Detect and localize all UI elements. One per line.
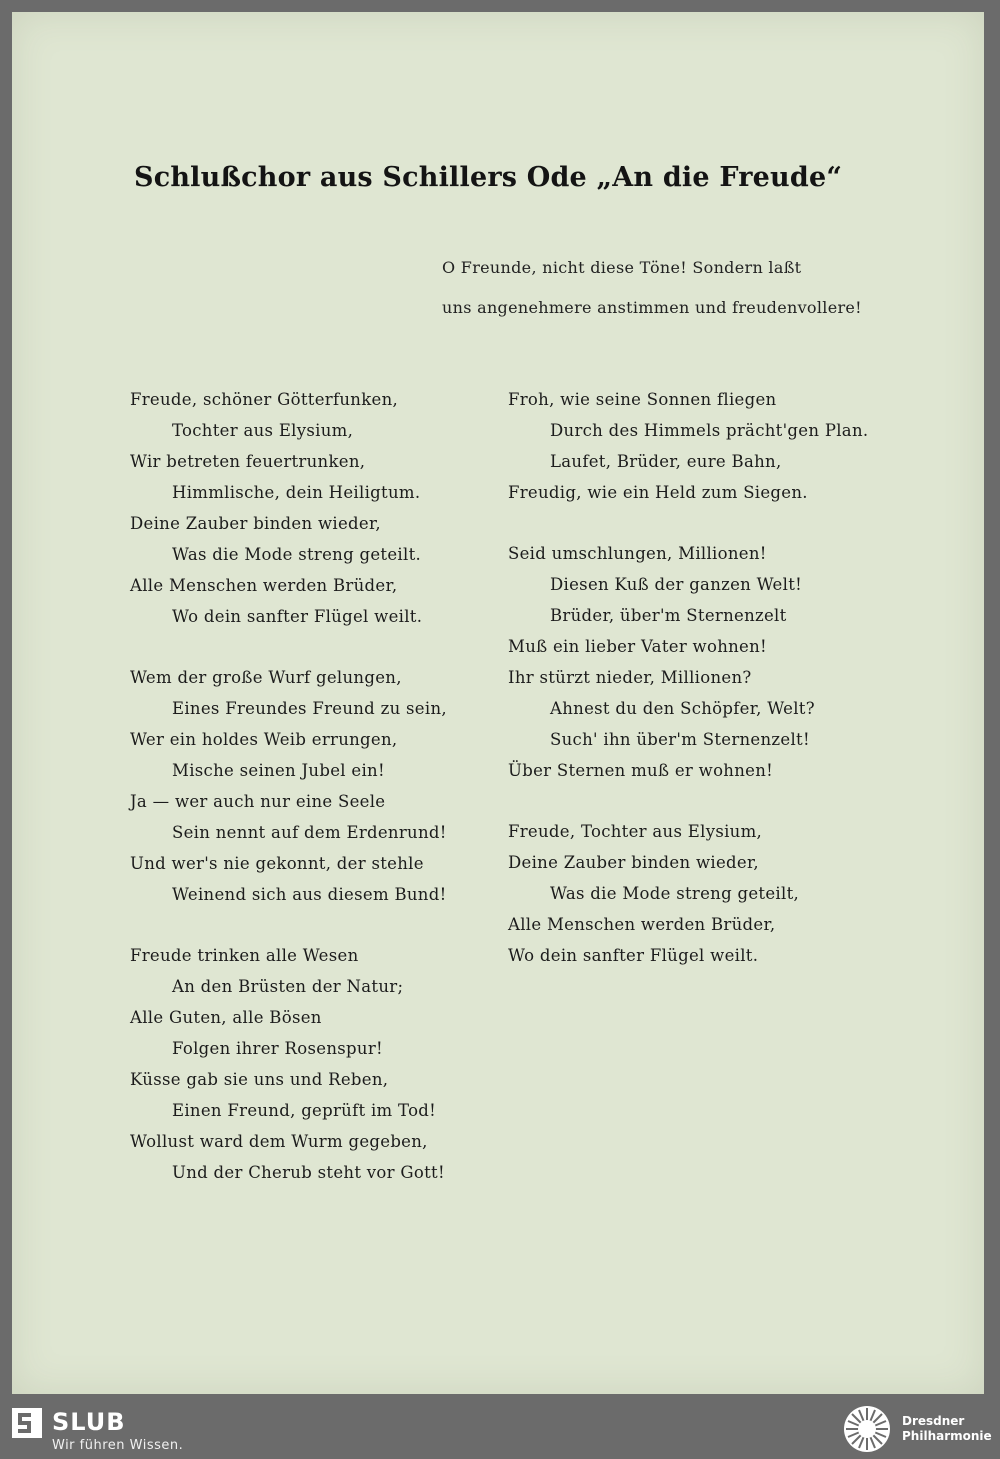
poem-line: Und der Cherub steht vor Gott!: [172, 1163, 445, 1182]
poem-line: Such' ihn über'm Sternenzelt!: [550, 730, 810, 749]
poem-line: Seid umschlungen, Millionen!: [508, 544, 767, 563]
right-column: [508, 384, 908, 1001]
poem-line: Sein nennt auf dem Erdenrund!: [172, 823, 447, 842]
poem-line: Wir betreten feuertrunken,: [130, 452, 366, 471]
poem-line: Freude, schöner Götterfunken,: [130, 390, 399, 409]
poem-line: Froh, wie seine Sonnen fliegen: [508, 390, 777, 409]
poem-stanza: [130, 940, 490, 1188]
poem-line: Alle Guten, alle Bösen: [130, 1008, 322, 1027]
poem-line: Über Sternen muß er wohnen!: [508, 761, 774, 780]
poem-line: Eines Freundes Freund zu sein,: [172, 699, 447, 718]
poem-line: Tochter aus Elysium,: [172, 421, 354, 440]
poem-line: Deine Zauber binden wieder,: [130, 514, 381, 533]
poem-line: Was die Mode streng geteilt.: [172, 545, 422, 564]
poem-line: Wollust ward dem Wurm gegeben,: [130, 1132, 428, 1151]
partner-name-line: Dresdner: [902, 1414, 965, 1428]
poem-line: Ja — wer auch nur eine Seele: [130, 792, 386, 811]
poem-line: Muß ein lieber Vater wohnen!: [508, 637, 767, 656]
poem-line: Alle Menschen werden Brüder,: [508, 915, 776, 934]
poem-line: Wem der große Wurf gelungen,: [130, 668, 402, 687]
poem-line: Freude, Tochter aus Elysium,: [508, 822, 763, 841]
poem-stanza: [508, 816, 908, 971]
intro-quote: [442, 248, 962, 328]
slub-name: SLUB: [52, 1408, 126, 1436]
poem-stanza: [130, 662, 490, 910]
partner-name: [902, 1414, 992, 1444]
page-title: Schlußchor aus Schillers Ode „An die Freude“: [134, 162, 843, 193]
footer-bar: [0, 1394, 1000, 1459]
partner-name-line: Philharmonie: [902, 1429, 992, 1443]
poem-stanza: [130, 384, 490, 632]
poem-line: Brüder, über'm Sternenzelt: [550, 606, 787, 625]
slub-tagline: Wir führen Wissen.: [52, 1438, 184, 1453]
poem-stanza: [508, 384, 908, 508]
poem-line: Diesen Kuß der ganzen Welt!: [550, 575, 803, 594]
poem-line: Deine Zauber binden wieder,: [508, 853, 759, 872]
poem-line: Was die Mode streng geteilt,: [550, 884, 800, 903]
poem-line: Einen Freund, geprüft im Tod!: [172, 1101, 437, 1120]
poem-line: An den Brüsten der Natur;: [172, 977, 404, 996]
poem-line: Mische seinen Jubel ein!: [172, 761, 385, 780]
slub-logo-icon: [12, 1408, 42, 1438]
poem-line: Ihr stürzt nieder, Millionen?: [508, 668, 752, 687]
poem-line: Alle Menschen werden Brüder,: [130, 576, 398, 595]
intro-line: O Freunde, nicht diese Töne! Sondern laßt: [442, 258, 802, 277]
poem-line: Freudig, wie ein Held zum Siegen.: [508, 483, 808, 502]
poem-line: Freude trinken alle Wesen: [130, 946, 359, 965]
poem-line: Laufet, Brüder, eure Bahn,: [550, 452, 782, 471]
poem-line: Folgen ihrer Rosenspur!: [172, 1039, 383, 1058]
document-page: [12, 12, 984, 1394]
poem-line: Wo dein sanfter Flügel weilt.: [508, 946, 759, 965]
poem-stanza: [508, 538, 908, 786]
poem-line: Durch des Himmels prächt'gen Plan.: [550, 421, 869, 440]
poem-line: Und wer's nie gekonnt, der stehle: [130, 854, 424, 873]
philharmonie-logo-icon: [842, 1404, 892, 1454]
poem-line: Wo dein sanfter Flügel weilt.: [172, 607, 423, 626]
poem-line: Ahnest du den Schöpfer, Welt?: [550, 699, 815, 718]
poem-line: Wer ein holdes Weib errungen,: [130, 730, 398, 749]
left-column: [130, 384, 490, 1218]
poem-line: Weinend sich aus diesem Bund!: [172, 885, 447, 904]
poem-line: Küsse gab sie uns und Reben,: [130, 1070, 389, 1089]
intro-line: uns angenehmere anstimmen und freudenvollere!: [442, 298, 862, 317]
poem-line: Himmlische, dein Heiligtum.: [172, 483, 421, 502]
